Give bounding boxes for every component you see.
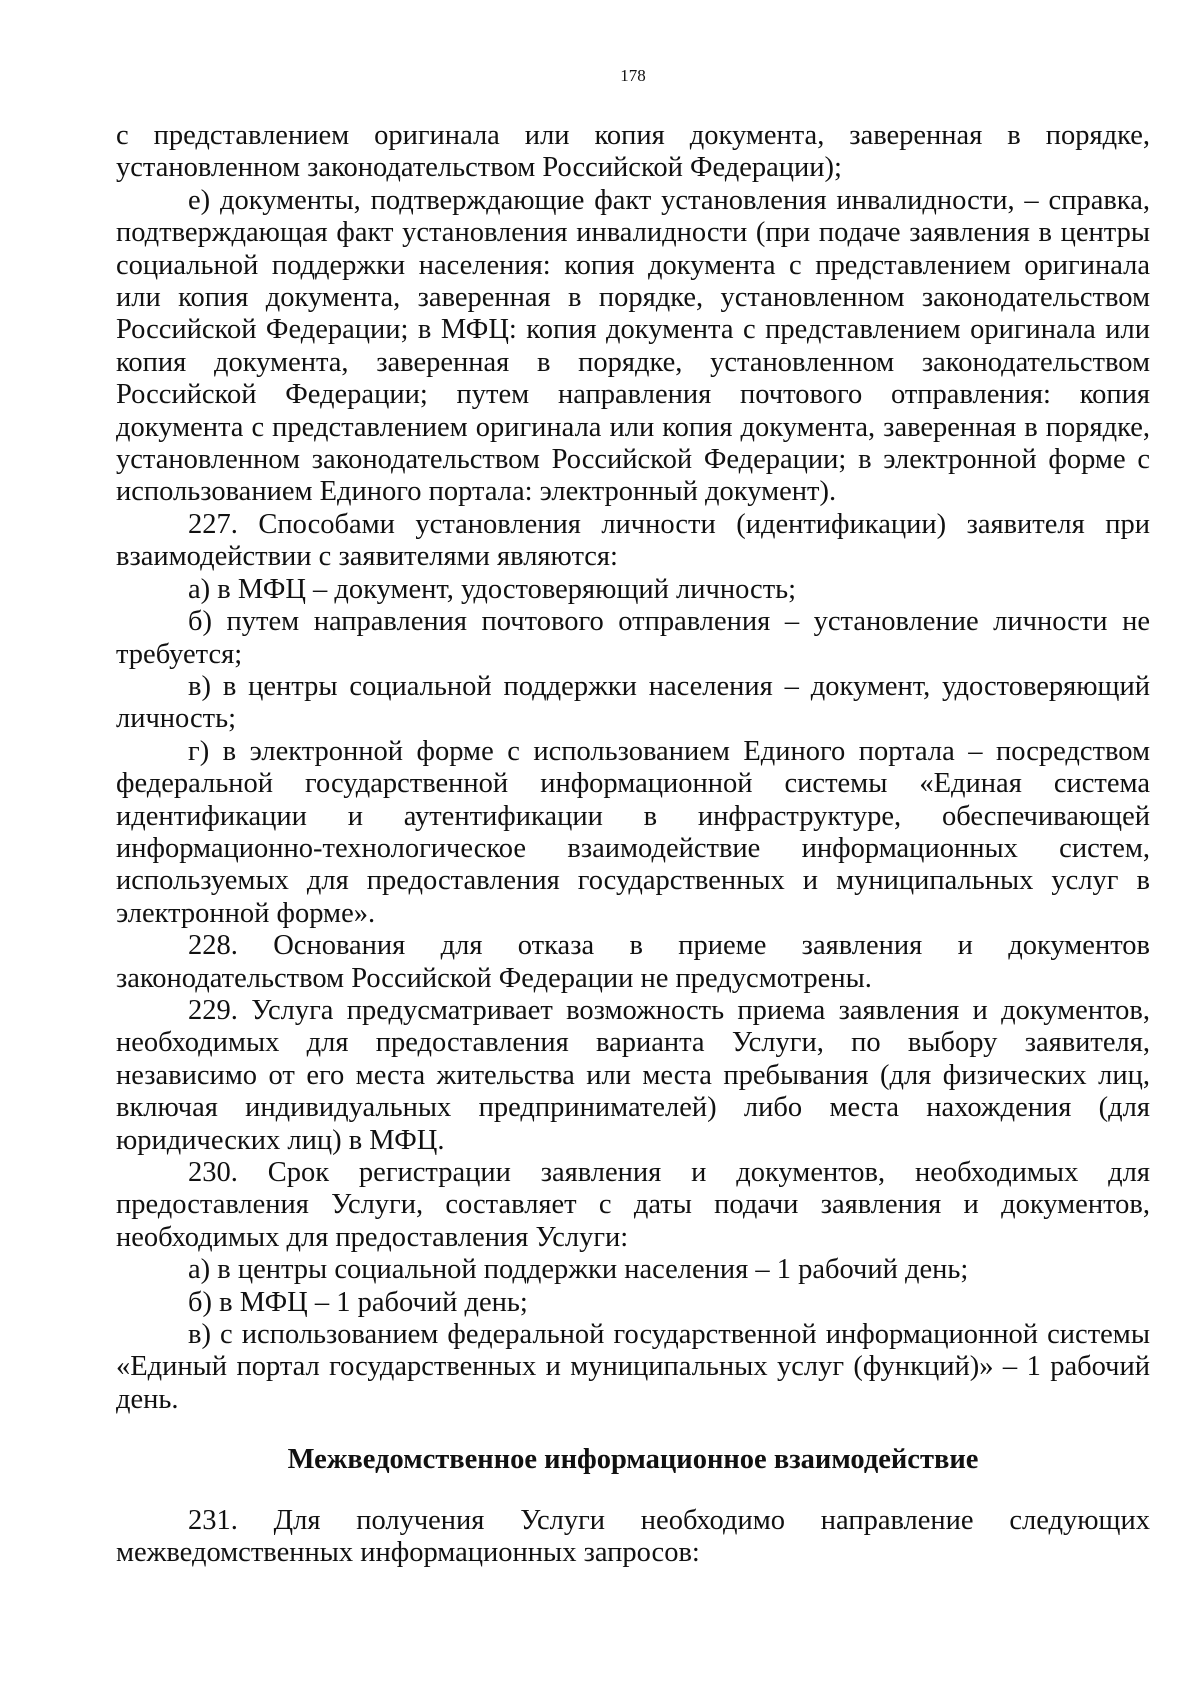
paragraph: е) документы, подтверждающие факт установления инвалидности, – справка, подтверждающая факт установления инвалидности (при подаче заявления в центры социальной поддержки населения: копия документа с представлением оригинала или копия документа, заверенная в порядке, установленном законодательством Российской Федерации; в МФЦ: копия документа с представлением оригинала или копия документа, заверенная в порядке, установленном законодательством Российской Федерации; путем направления почтового отправления: копия документа с представлением оригинала или копия документа, заверенная в порядке, установленном законодательством Российской Федерации; в электронной форме с использованием Единого портала: электронный документ). xyxy=(116,184,1150,508)
paragraph: а) в МФЦ – документ, удостоверяющий личность; xyxy=(188,573,797,605)
section-heading: Межведомственное информационное взаимодействие xyxy=(287,1444,979,1476)
paragraph: г) в электронной форме с использованием Единого портала – посредством федеральной государственной информационной системы «Единая система идентификации и аутентификации в инфраструктуре, обеспечивающей информационно-технологическое взаимодействие информационных систем, используемых для предоставления государственных и муниципальных услуг в электронной форме». xyxy=(116,735,1150,929)
paragraph: б) в МФЦ – 1 рабочий день; xyxy=(188,1286,528,1318)
paragraph: а) в центры социальной поддержки населения – 1 рабочий день; xyxy=(188,1254,969,1286)
paragraph: в) в центры социальной поддержки населения – документ, удостоверяющий личность; xyxy=(116,670,1150,735)
paragraph: 227. Способами установления личности (идентификации) заявителя при взаимодействии с заявителями являются: xyxy=(116,508,1150,573)
paragraph: б) путем направления почтового отправления – установление личности не требуется; xyxy=(116,606,1150,670)
paragraph: в) с использованием федеральной государственной информационной системы «Единый портал государственных и муниципальных услуг (функций)» – 1 рабочий день. xyxy=(116,1319,1150,1415)
paragraph: 231. Для получения Услуги необходимо направление следующих межведомственных информационных запросов: xyxy=(116,1504,1150,1569)
body-text-bottom xyxy=(116,1505,1150,1570)
paragraph: 229. Услуга предусматривает возможность приема заявления и документов, необходимых для предоставления варианта Услуги, по выбору заявителя, независимо от его места жительства или места пребывания (для физических лиц, включая индивидуальных предпринимателей) либо места нахождения (для юридических лиц) в МФЦ. xyxy=(116,994,1150,1156)
paragraph: 228. Основания для отказа в приеме заявления и документов законодательством Российской Федерации не предусмотрены. xyxy=(116,930,1150,994)
paragraph: 230. Срок регистрации заявления и документов, необходимых для предоставления Услуги, составляет с даты подачи заявления и документов, необходимых для предоставления Услуги: xyxy=(116,1157,1150,1253)
document-page xyxy=(116,66,1150,1569)
paragraph: с представлением оригинала или копия документа, заверенная в порядке, установленном законодательством Российской Федерации); xyxy=(116,120,1150,184)
body-text-top xyxy=(116,120,1150,1416)
page-number: 178 xyxy=(620,66,646,85)
